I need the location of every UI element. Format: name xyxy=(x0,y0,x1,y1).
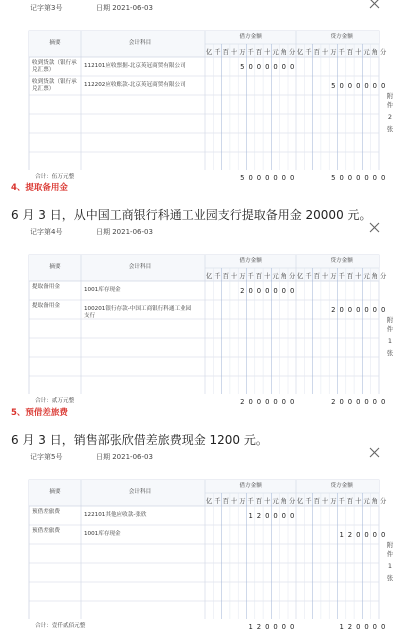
row-debit-amount xyxy=(247,512,297,520)
amount-digit: 0 xyxy=(364,398,369,406)
amount-digit: 0 xyxy=(289,174,295,182)
digit-label: 分 xyxy=(379,273,387,280)
amount-digit: 0 xyxy=(347,82,353,90)
total-debit-amount xyxy=(238,174,296,182)
attachment-label xyxy=(385,541,395,583)
digit-label: 元 xyxy=(272,498,279,505)
digit-label: 百 xyxy=(222,49,229,56)
row-account: 112202应收账款-北京英冠商贸有限公司 xyxy=(84,82,186,88)
digit-label: 亿 xyxy=(206,49,213,56)
digit-label: 千 xyxy=(247,273,254,280)
amount-digit: 0 xyxy=(256,63,262,71)
row-summary: 提取备用金 xyxy=(32,303,60,309)
amount-digit: 2 xyxy=(240,398,245,406)
amount-digit: 0 xyxy=(364,531,369,539)
digit-label: 十 xyxy=(264,498,271,505)
digit-label: 角 xyxy=(280,49,287,56)
voucher-3 xyxy=(0,0,416,182)
section-title-4: 4、提取备用金 xyxy=(11,183,68,193)
digit-label: 角 xyxy=(371,273,378,280)
row-summary: 收到货款（银行承兑汇票） xyxy=(32,79,77,92)
digit-label: 分 xyxy=(288,49,296,56)
digit-label: 十 xyxy=(264,49,271,56)
amount-digit: 0 xyxy=(339,82,344,90)
attachment-label xyxy=(385,316,395,358)
attachment-count: 2 xyxy=(387,113,393,121)
amount-digit: 2 xyxy=(256,512,262,520)
debit-digit-labels xyxy=(205,47,296,56)
amount-digit: 0 xyxy=(273,63,278,71)
amount-digit: 0 xyxy=(380,623,386,631)
amount-digit: 0 xyxy=(380,398,386,406)
digit-label: 角 xyxy=(280,498,287,505)
digit-label: 万 xyxy=(330,273,337,280)
digit-label: 十 xyxy=(321,498,329,505)
amount-digit: 0 xyxy=(380,306,386,314)
amount-digit: 0 xyxy=(356,531,361,539)
digit-label: 十 xyxy=(355,273,362,280)
digit-label: 元 xyxy=(363,273,370,280)
digit-label: 万 xyxy=(330,498,337,505)
digit-label: 角 xyxy=(371,49,378,56)
section-title-5: 5、预借差旅费 xyxy=(11,408,68,418)
amount-digit: 0 xyxy=(372,174,377,182)
amount-digit: 5 xyxy=(331,82,336,90)
amount-digit: 0 xyxy=(265,63,270,71)
amount-digit: 0 xyxy=(364,623,369,631)
amount-digit: 0 xyxy=(281,398,286,406)
row-debit-amount xyxy=(238,63,296,71)
digit-label: 分 xyxy=(288,498,296,505)
amount-digit: 1 xyxy=(248,623,253,631)
amount-digit: 0 xyxy=(364,306,369,314)
digit-label: 元 xyxy=(363,49,370,56)
amount-digit: 0 xyxy=(256,398,262,406)
amount-digit: 0 xyxy=(380,82,386,90)
digit-label: 百 xyxy=(313,498,320,505)
section-desc-5: 6 月 3 日，销售部张欣借差旅费现金 1200 元。 xyxy=(11,433,268,447)
amount-digit: 0 xyxy=(339,306,344,314)
voucher-5 xyxy=(0,449,416,631)
digit-label: 万 xyxy=(330,49,337,56)
digit-label: 十 xyxy=(230,273,238,280)
amount-digit: 2 xyxy=(347,531,353,539)
amount-digit: 0 xyxy=(248,287,253,295)
attachment-label xyxy=(385,92,395,134)
attachment-unit: 张 xyxy=(386,574,394,582)
digit-label: 亿 xyxy=(206,498,213,505)
voucher-number: 记字第5号 xyxy=(30,453,63,461)
total-debit-amount xyxy=(247,623,297,631)
credit-header: 贷方金额 xyxy=(330,34,353,40)
debit-digit-labels xyxy=(205,496,296,505)
amount-digit: 0 xyxy=(347,306,353,314)
digit-label: 元 xyxy=(363,498,370,505)
row-account: 1001库存现金 xyxy=(84,531,121,537)
digit-label: 千 xyxy=(214,49,221,56)
amount-digit: 2 xyxy=(240,287,245,295)
digit-label: 千 xyxy=(305,49,312,56)
row-account: 1001库存现金 xyxy=(84,287,121,293)
voucher-number: 记字第4号 xyxy=(30,228,63,236)
digit-label: 分 xyxy=(379,498,387,505)
total-credit-amount xyxy=(329,398,387,406)
attachment-count: 1 xyxy=(387,337,393,345)
row-summary: 预借差旅费 xyxy=(32,509,60,515)
amount-digit: 2 xyxy=(331,398,336,406)
amount-digit: 0 xyxy=(248,398,253,406)
summary-header: 摘要 xyxy=(49,489,61,495)
amount-digit: 0 xyxy=(256,287,262,295)
voucher-date: 日期 2021-06-03 xyxy=(96,453,153,461)
attachment-text: 附件 xyxy=(386,541,394,558)
digit-label: 元 xyxy=(272,273,279,280)
amount-digit: 0 xyxy=(273,398,278,406)
digit-label: 亿 xyxy=(297,49,304,56)
digit-label: 亿 xyxy=(297,273,304,280)
amount-digit: 0 xyxy=(289,287,295,295)
amount-digit: 0 xyxy=(364,82,369,90)
digit-label: 千 xyxy=(305,273,312,280)
amount-digit: 0 xyxy=(339,398,344,406)
credit-header: 贷方金额 xyxy=(330,258,353,264)
debit-header: 借方金额 xyxy=(239,34,262,40)
digit-label: 千 xyxy=(338,273,345,280)
amount-digit: 0 xyxy=(265,174,270,182)
amount-digit: 5 xyxy=(240,63,245,71)
amount-digit: 2 xyxy=(331,306,336,314)
amount-digit: 2 xyxy=(256,623,262,631)
attachment-unit: 张 xyxy=(386,349,394,357)
total-label: 合计：伍万元整 xyxy=(35,174,75,180)
digit-label: 角 xyxy=(371,498,378,505)
amount-digit: 0 xyxy=(356,398,361,406)
amount-digit: 1 xyxy=(248,512,253,520)
account-header: 会计科目 xyxy=(128,489,152,495)
digit-label: 万 xyxy=(239,498,246,505)
amount-digit: 0 xyxy=(273,623,278,631)
digit-label: 十 xyxy=(355,498,362,505)
digit-label: 角 xyxy=(280,273,287,280)
amount-digit: 2 xyxy=(347,623,353,631)
digit-label: 十 xyxy=(230,498,238,505)
digit-label: 千 xyxy=(214,498,221,505)
amount-digit: 0 xyxy=(356,623,361,631)
summary-header: 摘要 xyxy=(49,264,61,270)
summary-header: 摘要 xyxy=(49,40,61,46)
amount-digit: 0 xyxy=(347,174,353,182)
voucher-4 xyxy=(0,224,416,406)
section-desc-4: 6 月 3 日，从中国工商银行科通工业园支行提取备用金 20000 元。 xyxy=(11,208,372,222)
credit-digit-labels xyxy=(296,47,387,56)
digit-label: 百 xyxy=(222,273,229,280)
amount-digit: 0 xyxy=(356,174,361,182)
amount-digit: 0 xyxy=(265,623,270,631)
amount-digit: 0 xyxy=(256,174,262,182)
digit-label: 千 xyxy=(247,498,254,505)
total-credit-amount xyxy=(329,174,387,182)
digit-label: 千 xyxy=(305,498,312,505)
digit-label: 分 xyxy=(288,273,296,280)
amount-digit: 0 xyxy=(372,623,377,631)
total-credit-amount xyxy=(338,623,388,631)
credit-header: 贷方金额 xyxy=(330,483,353,489)
digit-label: 十 xyxy=(321,49,329,56)
voucher-date: 日期 2021-06-03 xyxy=(96,4,153,12)
row-summary: 收到货款（银行承兑汇票） xyxy=(32,60,77,73)
amount-digit: 1 xyxy=(339,531,344,539)
digit-label: 千 xyxy=(338,49,345,56)
digit-label: 亿 xyxy=(297,498,304,505)
account-header: 会计科目 xyxy=(128,40,152,46)
amount-digit: 0 xyxy=(372,531,377,539)
attachment-unit: 张 xyxy=(386,125,394,133)
amount-digit: 0 xyxy=(380,174,386,182)
digit-label: 百 xyxy=(222,498,229,505)
amount-digit: 0 xyxy=(372,398,377,406)
amount-digit: 0 xyxy=(289,398,295,406)
digit-label: 十 xyxy=(230,49,238,56)
digit-label: 十 xyxy=(355,49,362,56)
digit-label: 百 xyxy=(346,49,354,56)
row-summary: 预借差旅费 xyxy=(32,528,60,534)
row-debit-amount xyxy=(238,287,296,295)
digit-label: 分 xyxy=(379,49,387,56)
digit-label: 十 xyxy=(321,273,329,280)
amount-digit: 0 xyxy=(289,512,295,520)
voucher-number: 记字第3号 xyxy=(30,4,63,12)
amount-digit: 0 xyxy=(248,174,253,182)
attachment-text: 附件 xyxy=(386,316,394,333)
debit-digit-labels xyxy=(205,271,296,280)
row-credit-amount xyxy=(329,82,387,90)
digit-label: 百 xyxy=(255,273,263,280)
digit-label: 千 xyxy=(214,273,221,280)
digit-label: 万 xyxy=(239,273,246,280)
amount-digit: 0 xyxy=(265,287,270,295)
attachment-text: 附件 xyxy=(386,92,394,109)
row-account: 100201银行存款-中国工商银行科通工业园支行 xyxy=(84,306,192,319)
amount-digit: 0 xyxy=(273,174,278,182)
total-label: 合计：壹仟贰佰元整 xyxy=(35,623,86,629)
amount-digit: 0 xyxy=(281,63,286,71)
credit-digit-labels xyxy=(296,496,387,505)
amount-digit: 1 xyxy=(339,623,344,631)
amount-digit: 0 xyxy=(372,306,377,314)
amount-digit: 0 xyxy=(248,63,253,71)
amount-digit: 0 xyxy=(289,63,295,71)
row-account: 122101其他应收款-张欣 xyxy=(84,512,147,518)
amount-digit: 0 xyxy=(281,174,286,182)
digit-label: 元 xyxy=(272,49,279,56)
amount-digit: 0 xyxy=(281,623,286,631)
amount-digit: 0 xyxy=(265,512,270,520)
amount-digit: 0 xyxy=(380,531,386,539)
amount-digit: 0 xyxy=(364,174,369,182)
digit-label: 千 xyxy=(247,49,254,56)
amount-digit: 0 xyxy=(289,623,295,631)
amount-digit: 0 xyxy=(356,306,361,314)
digit-label: 百 xyxy=(346,273,354,280)
attachment-count: 1 xyxy=(387,562,393,570)
voucher-date: 日期 2021-06-03 xyxy=(96,228,153,236)
total-label: 合计：贰万元整 xyxy=(35,398,75,404)
digit-label: 亿 xyxy=(206,273,213,280)
digit-label: 万 xyxy=(239,49,246,56)
amount-digit: 0 xyxy=(347,398,353,406)
digit-label: 百 xyxy=(313,273,320,280)
digit-label: 百 xyxy=(346,498,354,505)
debit-header: 借方金额 xyxy=(239,483,262,489)
account-header: 会计科目 xyxy=(128,264,152,270)
digit-label: 十 xyxy=(264,273,271,280)
amount-digit: 5 xyxy=(240,174,245,182)
amount-digit: 0 xyxy=(372,82,377,90)
credit-digit-labels xyxy=(296,271,387,280)
amount-digit: 5 xyxy=(331,174,336,182)
amount-digit: 0 xyxy=(281,287,286,295)
debit-header: 借方金额 xyxy=(239,258,262,264)
digit-label: 百 xyxy=(255,498,263,505)
digit-label: 千 xyxy=(338,498,345,505)
row-credit-amount xyxy=(338,531,388,539)
digit-label: 百 xyxy=(313,49,320,56)
amount-digit: 0 xyxy=(273,287,278,295)
amount-digit: 0 xyxy=(281,512,286,520)
amount-digit: 0 xyxy=(265,398,270,406)
amount-digit: 0 xyxy=(356,82,361,90)
row-summary: 提取备用金 xyxy=(32,284,60,290)
digit-label: 百 xyxy=(255,49,263,56)
amount-digit: 0 xyxy=(273,512,278,520)
amount-digit: 0 xyxy=(339,174,344,182)
row-credit-amount xyxy=(329,306,387,314)
total-debit-amount xyxy=(238,398,296,406)
row-account: 112101应收票据-北京英冠商贸有限公司 xyxy=(84,63,186,69)
